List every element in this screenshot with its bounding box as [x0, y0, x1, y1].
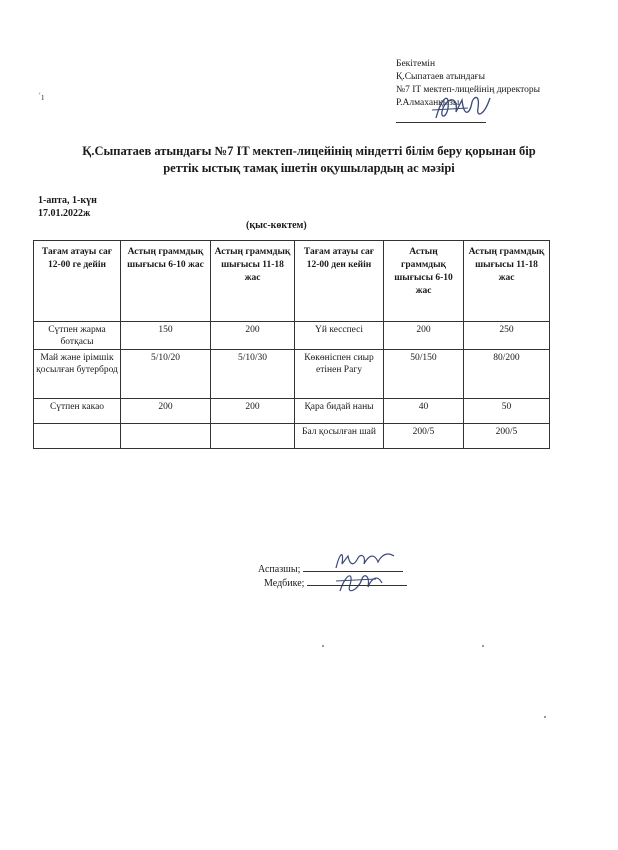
column-header: Астың граммдық шығысы 6-10 жас	[121, 241, 211, 322]
menu-table	[33, 240, 550, 449]
nurse-signature-line	[307, 577, 407, 586]
table-cell: Үй кесспесі	[295, 322, 384, 350]
nurse-row	[264, 577, 407, 591]
table-cell: 250	[464, 322, 550, 350]
table-cell	[34, 424, 121, 449]
table-cell	[211, 424, 295, 449]
approval-line: Бекітемін	[396, 59, 436, 69]
table-cell: 40	[384, 399, 464, 424]
table-cell: Май және ірімшік қосылған бутерброд	[34, 350, 121, 399]
table-cell: 200	[384, 322, 464, 350]
column-header: Астың граммдық шығысы 11-18 жас	[211, 241, 295, 322]
table-row	[34, 350, 550, 399]
table-cell: 5/10/30	[211, 350, 295, 399]
table-cell: 50/150	[384, 350, 464, 399]
table-cell: Сүтпен жарма ботқасы	[34, 322, 121, 350]
column-header: Астың граммдық шығысы 11-18 жас	[464, 241, 550, 322]
nurse-label: Медбике;	[264, 578, 305, 589]
table-row	[34, 424, 550, 449]
menu-date: 17.01.2022ж	[38, 208, 91, 219]
title-line-1: Қ.Сыпатаев атындағы №7 IT мектеп-лицейінің міндетті білім беру қорынан бір	[82, 144, 536, 158]
column-header: Тағам атауы сағ 12-00 ден кейін	[295, 241, 384, 322]
table-cell: 200	[211, 322, 295, 350]
scan-speck	[544, 716, 546, 718]
season-label: (қыс-көктем)	[246, 220, 307, 231]
table-header-row	[34, 241, 550, 322]
column-header: Тағам атауы сағ 12-00 ге дейін	[34, 241, 121, 322]
cook-signature-line	[303, 563, 403, 572]
scan-speck	[322, 645, 324, 647]
table-cell: Қара бидай наны	[295, 399, 384, 424]
cook-label: Аспазшы;	[258, 564, 301, 575]
page-title	[28, 143, 590, 176]
menu-meta	[38, 194, 97, 220]
table-cell: 200	[211, 399, 295, 424]
table-cell: Көкөніспен сиыр етінен Рагу	[295, 350, 384, 399]
table-cell: 5/10/20	[121, 350, 211, 399]
table-cell: 80/200	[464, 350, 550, 399]
table-cell: Бал қосылған шай	[295, 424, 384, 449]
table-cell	[121, 424, 211, 449]
column-header: Астың граммдық шығысы 6-10 жас	[384, 241, 464, 322]
approval-line: №7 IT мектеп-лицейінің директоры	[396, 85, 541, 95]
table-cell: 200/5	[384, 424, 464, 449]
approval-line: Қ.Сыпатаев атындағы	[396, 72, 485, 82]
title-line-2: реттік ыстық тамақ ішетін оқушылардың ас мәзірі	[163, 160, 455, 175]
week-day: 1-апта, 1-күн	[38, 195, 97, 206]
table-row	[34, 322, 550, 350]
table-row	[34, 399, 550, 424]
director-signature-image	[428, 88, 498, 126]
scan-speck	[482, 645, 484, 647]
cook-row	[258, 563, 407, 577]
approval-line: Р.Алмаханқызы	[396, 98, 460, 108]
table-cell: Сүтпен какао	[34, 399, 121, 424]
table-cell: 150	[121, 322, 211, 350]
table-cell: 50	[464, 399, 550, 424]
margin-mark: ʿı	[38, 92, 45, 103]
table-cell: 200/5	[464, 424, 550, 449]
signers-block	[258, 563, 407, 591]
table-cell: 200	[121, 399, 211, 424]
